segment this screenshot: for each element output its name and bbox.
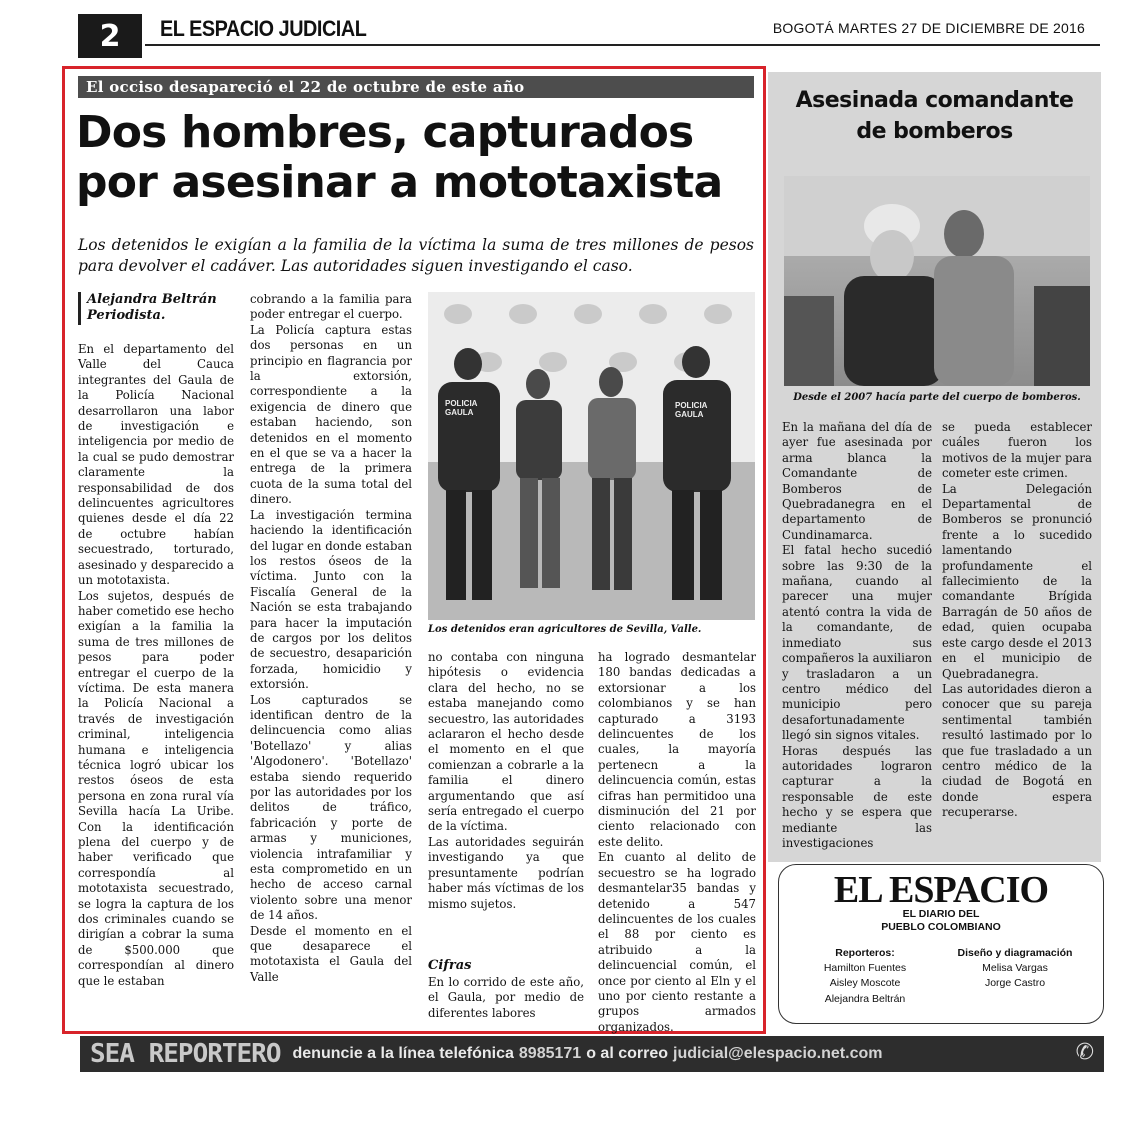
page-number: 2: [78, 14, 142, 58]
brand-tagline: [778, 908, 1104, 933]
dateline: BOGOTÁ MARTES 27 DE DICIEMBRE DE 2016: [772, 20, 1085, 36]
subheading-cifras: Cifras: [428, 958, 472, 973]
article-column-1: [78, 342, 234, 1024]
article-column-3: [428, 650, 584, 950]
banner-text-2: o al correo: [586, 1045, 669, 1062]
article-column-2: [250, 292, 412, 1024]
paragraph: Desde el momento en el que desaparece el mototaxista el Gaula del Valle: [250, 923, 412, 984]
article-kicker: El occiso desapareció el 22 de octubre de este año: [78, 76, 754, 98]
phone-icon: ✆: [1075, 1040, 1094, 1065]
headline-line-2: por asesinar a mototaxista: [76, 156, 723, 208]
paragraph: cobrando a la familia para poder entregar el cuerpo.: [250, 292, 412, 322]
tagline-line-2: PUEBLO COLOMBIANO: [881, 920, 1001, 933]
paragraph: En lo corrido de este año, el Gaula, por medio de diferentes labores: [428, 975, 584, 1020]
reporter-banner: [80, 1036, 1104, 1072]
vest-label-left: POLICIA GAULA: [445, 399, 478, 417]
sidebar-photo: [784, 176, 1090, 386]
article-column-3b: [428, 975, 584, 1025]
designer-name: Melisa Vargas: [982, 962, 1048, 975]
vest-label-right: POLICIA GAULA: [675, 401, 708, 419]
paragraph: no contaba con ninguna hipótesis o evidencia clara del hecho, no se estaba manejando como secuestro, las autoridades aclararon el hecho desde el momento en el que comienzan a cobrarle a la familia el dinero argumentando que así sería entregado el cuerpo de la víctima.: [428, 650, 584, 834]
paragraph: se pueda establecer cuáles fueron los motivos de la mujer para cometer este crimen.: [942, 420, 1092, 481]
tagline-line-1: EL DIARIO DEL: [902, 908, 980, 920]
reporters-credits: [790, 946, 940, 1007]
paragraph: En cuanto al delito de secuestro se ha logrado desmantelar35 bandas y detenido a 547 delincuentes de los cuales el 88 por ciento es atribuido a la delincuencial común, el once por ciento al Eln y el uno por ciento restante a grupos armados organizados.: [598, 850, 756, 1034]
byline: [78, 292, 238, 325]
reporter-name: Hamilton Fuentes: [823, 962, 907, 975]
paragraph: En la mañana del día de ayer fue asesinada por arma blanca la Comandante de Bomberos de Quebradanegra en el departamento de Cundinamarca.: [782, 420, 932, 542]
paragraph: Los sujetos, después de haber cometido ese hecho exigían a la familia la suma de tres millones de pesos para poder entregar el cuerpo de la víctima. De esta manera la Policía Nacional a través de investigación criminal, inteligencia humana e inteligencia técnica logró ubicar los restos óseos de esta persona en zona rural vía Sevilla hacía La Uribe. Con la identificación plena del cuerpo y de haber verificado que correspondía al mototaxista secuestrado, se logra la captura de los dos criminales cuando se dirigían a cobrar la suma de $500.000 que correspondían al dinero que le estaban: [78, 588, 234, 988]
paragraph: ha logrado desmantelar 180 bandas dedicadas a extorsionar a los colombianos y se han capturado a 3193 delincuentes de los cuales, la mayoría pertenecn a la delincuencia común, estas cifras han permitidoo una disminución del 21 por ciento relacionado con este delito.: [598, 650, 756, 849]
sidebar-headline-line-1: Asesinada comandante: [795, 88, 1074, 113]
banner-text: denuncie a la línea telefónica: [292, 1045, 514, 1062]
paragraph: Horas después las autoridades lograron capturar a la responsable de este hecho y se espera que mediante las investigaciones: [782, 743, 932, 850]
paragraph: Las autoridades seguirán investigando ya que presuntamente podrían haber más víctimas de los mismo sujetos.: [428, 834, 584, 911]
firefighter-cyclist-illustration: [784, 176, 1090, 386]
section-title: EL ESPACIO JUDICIAL: [160, 16, 367, 41]
sidebar-column-1: [782, 420, 932, 860]
paragraph: La Delegación Departamental de Bomberos se pronunció frente a lo sucedido lamentando profundamente el fallecimiento de la comandante Brígida Barragán de 50 años de edad, quien ocupaba este cargo desde el 2013 en el municipio de Quebradanegra.: [942, 481, 1092, 681]
paragraph: La investigación termina haciendo la identificación del lugar en donde estaban los restos óseos de la víctima. Junto con la Fiscalía General de la Nación se esta trabajando para hacer la imputación de cargos por los delitos de secuestro, desaparición forzada, homicidio y extorsión.: [250, 507, 412, 692]
article-photo-caption: Los detenidos eran agricultores de Sevilla, Valle.: [428, 624, 702, 635]
byline-name: Alejandra Beltrán: [87, 292, 217, 307]
designer-name: Jorge Castro: [984, 977, 1046, 990]
article-photo: [428, 292, 755, 620]
reporter-name: Aisley Moscote: [829, 977, 901, 990]
article-column-4: [598, 650, 756, 1034]
design-credits: [940, 946, 1090, 992]
reporter-name: Alejandra Beltrán: [824, 992, 906, 1005]
paragraph: Las autoridades dieron a conocer que su pareja sentimental también resultó lastimado por lo que fue trasladado a un centro médico de la ciudad de Bogotá en donde espera recuperarse.: [942, 681, 1092, 820]
sidebar-column-2: [942, 420, 1092, 860]
article-deck: Los detenidos le exigían a la familia de la víctima la suma de tres millones de pesos para devolver el cadáver. Las autoridades siguen investigando el caso.: [78, 236, 754, 275]
design-label: Diseño y diagramación: [957, 947, 1073, 959]
reporters-label: Reporteros:: [835, 947, 895, 959]
brand-logo: EL ESPACIO: [833, 869, 1049, 911]
paragraph: La Policía captura estas dos personas en un principio en flagrancia por la extorsión, correspondiente a la exigencia de dinero que estaban haciendo, son detenidos en el momento en el que se va a hacer la entrega de la primera cuota de la suma total del dinero.: [250, 322, 412, 507]
paragraph: Los capturados se identifican dentro de la delincuencia como alias 'Botellazo' y alias 'Algodonero'. 'Botellazo' estaba siendo requerido por las autoridades por los delitos de tráfico, fabricación y porte de armas y municiones, violencia intrafamiliar y esta comprometido en un hecho de acceso carnal violento sobre una menor de 14 años.: [250, 692, 412, 923]
paragraph: El fatal hecho sucedió sobre las 9:30 de la mañana, cuando al parecer una mujer atentó contra la vida de la comandante, de inmediato sus compañeros la auxiliaron y trasladaron a un centro médico del municipio pero desafortunadamente llegó sin signos vitales.: [782, 543, 932, 743]
banner-label: SEA REPORTERO: [90, 1039, 281, 1069]
header-rule: [145, 44, 1100, 46]
banner-email[interactable]: judicial@elespacio.net.com: [673, 1045, 883, 1062]
paragraph: En el departamento del Valle del Cauca integrantes del Gaula de la Policía Nacional desarrollaron una labor de investigación e inteligencia por medio de la cual se pudo demostrar claramente la responsabilidad de dos delincuentes agricultores quienes desde el día 22 de octubre habían secuestrado, torturado, asesinado y desparecido a un mototaxista.: [78, 342, 234, 588]
sidebar-headline-line-2: de bomberos: [856, 118, 1013, 144]
byline-role: Periodista.: [87, 308, 166, 324]
sidebar-photo-caption: Desde el 2007 hacía parte del cuerpo de bomberos.: [793, 392, 1081, 403]
article-headline: [76, 108, 756, 207]
detainees-photo-illustration: [428, 292, 755, 620]
sidebar-headline: [772, 86, 1097, 148]
headline-line-1: Dos hombres, capturados: [76, 107, 694, 158]
banner-phone[interactable]: 8985171: [518, 1045, 582, 1062]
